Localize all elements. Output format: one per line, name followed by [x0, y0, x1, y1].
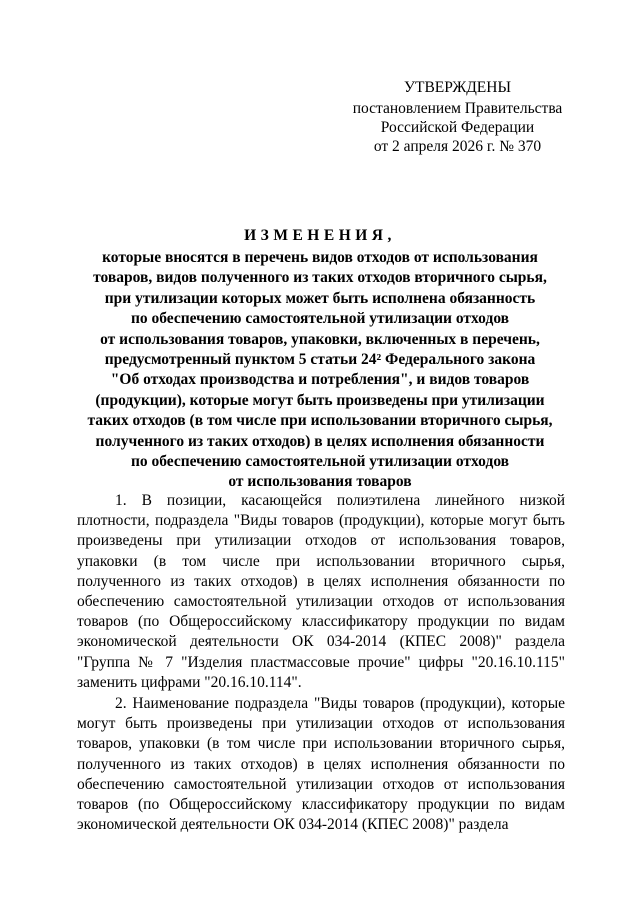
subtitle-line: предусмотренный пунктом 5 статьи 24² Федерального закона: [104, 351, 536, 369]
subtitle-line: полученного из таких отходов) в целях исполнения обязанности: [95, 432, 545, 450]
subtitle-line: таких отходов (в том числе при использовании вторичного сырья,: [87, 412, 553, 430]
subtitle-line: по обеспечению самостоятельной утилизации отходов: [130, 453, 510, 471]
document-title: ИЗМЕНЕНИЯ,: [244, 227, 396, 244]
subtitle-line: по обеспечению самостоятельной утилизации отходов: [130, 310, 510, 328]
approval-stamp: [340, 78, 575, 156]
approval-heading: УТВЕРЖДЕНЫ: [404, 79, 511, 96]
approval-line-government: Российской Федерации: [380, 119, 535, 136]
document-body: [77, 491, 565, 835]
approval-line-resolution: постановлением Правительства: [352, 100, 563, 117]
subtitle-line: товаров, видов полученного из таких отходов вторичного сырья,: [93, 269, 547, 287]
subtitle-line: (продукции), которые могут быть произведены при утилизации: [95, 391, 545, 409]
subtitle-line: от использования товаров: [228, 473, 412, 491]
approval-line-date: от 2 апреля 2026 г. № 370: [373, 138, 542, 155]
subtitle-line: при утилизации которых может быть исполнена обязанность: [104, 289, 536, 307]
paragraph-1: 1. В позиции, касающейся полиэтилена линейного низкой плотности, подраздела "Виды товаров (продукции), которые могут быть произведены при утилизации отходов от использования товаров, упаковки (в том числе при использовании вторичного сырья, полученного из таких отходов) в целях исполнения обязанности по обеспечению самостоятельной утилизации отходов от использования товаров (по Общероссийскому классификатору продукции по видам экономической деятельности ОК 034-2014 (КПЕС 2008)" раздела "Группа № 7 "Изделия пластмассовые прочие" цифры "20.16.10.115" заменить цифрами "20.16.10.114".: [77, 492, 565, 691]
subtitle-line: которые вносятся в перечень видов отходов от использования: [102, 249, 538, 266]
subtitle-line: от использования товаров, упаковки, включенных в перечень,: [100, 330, 540, 348]
document-title-block: [62, 226, 578, 493]
subtitle-line: "Об отходах производства и потребления", и видов товаров: [110, 371, 530, 389]
paragraph-2: 2. Наименование подраздела "Виды товаров (продукции), которые могут быть произведены при утилизации отходов от использования товаров, упаковки (в том числе при использовании вторичного сырья, полученного из таких отходов) в целях исполнения обязанности по обеспечению самостоятельной утилизации отходов от использования товаров (по Общероссийскому классификатору продукции по видам экономической деятельности ОК 034-2014 (КПЕС 2008)" раздела: [77, 695, 565, 834]
